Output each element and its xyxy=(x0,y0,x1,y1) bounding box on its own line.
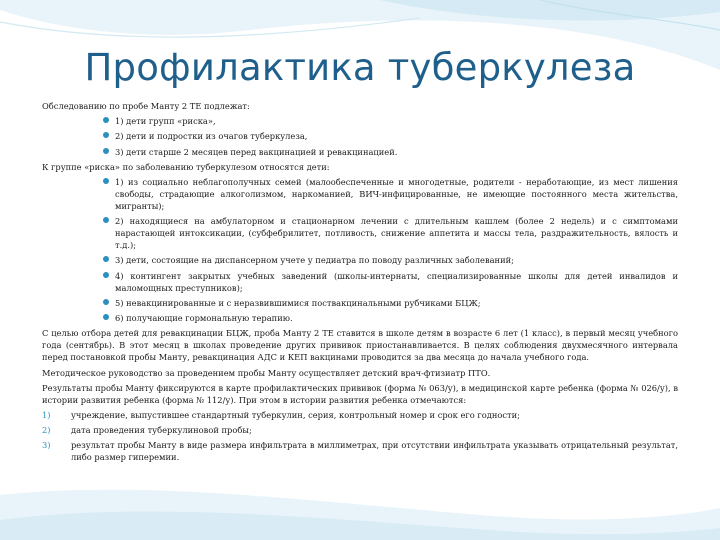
bullet-icon xyxy=(103,256,109,262)
item-text: учреждение, выпустившее стандартный туберкулин, серия, контрольный номер и срок его годности; xyxy=(71,409,520,420)
intro-text: Обследованию по пробе Манту 2 ТЕ подлежат: xyxy=(42,101,250,111)
numbered-item xyxy=(42,409,678,421)
bullet-icon xyxy=(103,148,109,154)
item-text: дата проведения туберкулиновой пробы; xyxy=(71,425,252,436)
list-item: 1) дети групп «риска», xyxy=(101,115,678,127)
item-number: 1) xyxy=(42,409,51,420)
list-item: 3) дети, состоящие на диспансерном учете у педиатра по поводу различных заболеваний; xyxy=(101,254,678,266)
item-number: 3) xyxy=(42,440,51,451)
bullet-icon xyxy=(103,272,109,278)
risk-heading: К группе «риска» по заболеванию туберкулезом относятся дети: xyxy=(42,161,330,172)
numbered-item xyxy=(42,424,678,436)
list-item: 6) получающие гормональную терапию. xyxy=(101,312,678,324)
bullet-icon xyxy=(103,299,109,305)
results-paragraph: Результаты пробы Манту фиксируются в карте профилактических прививок (форма № 063/у), в медицинской карте ребенка (форма № 026/у), в истории развития ребенка (форма № 112/у). При этом в истории развития ребенка отмечаются: xyxy=(42,382,678,405)
bullet-icon xyxy=(103,314,109,320)
numbered-item xyxy=(42,439,678,463)
bullet-icon xyxy=(103,117,109,123)
list-item: 3) дети старше 2 месяцев перед вакцинацией и ревакцинацией. xyxy=(101,146,678,158)
slide-content xyxy=(42,100,678,467)
list-item: 5) невакцинированные и с неразвившимися поствакцинальными рубчиками БЦЖ; xyxy=(101,297,678,309)
bullet-icon xyxy=(103,132,109,138)
list-item: 4) контингент закрытых учебных заведений (школы-интернаты, специализированные школы для детей инвалидов и маломощных преступников); xyxy=(101,270,678,294)
item-number: 2) xyxy=(42,425,51,436)
selection-paragraph: С целью отбора детей для ревакцинации БЦЖ, проба Манту 2 ТЕ ставится в школе детям в возрасте 6 лет (1 класс), в первый месяц учебного года (сентябрь). В этот месяц в школах проведение других прививок приостанавливается. В целях соблюдения двухмесячного интервала перед постановкой пробы Манту, ревакцинация АДС и КЕП вакцинами проводится за два месяца до начала учебного года. xyxy=(42,328,678,363)
list-item: 2) дети и подростки из очагов туберкулеза, xyxy=(101,130,678,142)
item-text: результат пробы Манту в виде размера инфильтрата в миллиметрах, при отсутствии инфильтрата указывать отрицательный результат, либо размер гиперемии. xyxy=(71,440,678,463)
bullet-icon xyxy=(103,178,109,184)
page-title: Профилактика туберкулеза xyxy=(84,46,636,89)
bullet-icon xyxy=(103,217,109,223)
guidance-paragraph: Методическое руководство за проведением пробы Манту осуществляет детский врач-фтизиатр ПТО. xyxy=(42,367,491,378)
list-item: 1) из социально неблагополучных семей (малообеспеченные и многодетные, родители - неработающие, из мест лишения свободы, страдающие алкоголизмом, наркоманией, ВИЧ-инфицированные, не имеющие постоянного места жительства, мигранты); xyxy=(101,176,678,212)
list-item: 2) находящиеся на амбулаторном и стационарном лечении с длительным кашлем (более 2 недель) и с симптомами нарастающей интоксикации, (субфебрилитет, потливость, снижение аппетита и массы тела, раздражительность, вялость и т.д.); xyxy=(101,215,678,251)
